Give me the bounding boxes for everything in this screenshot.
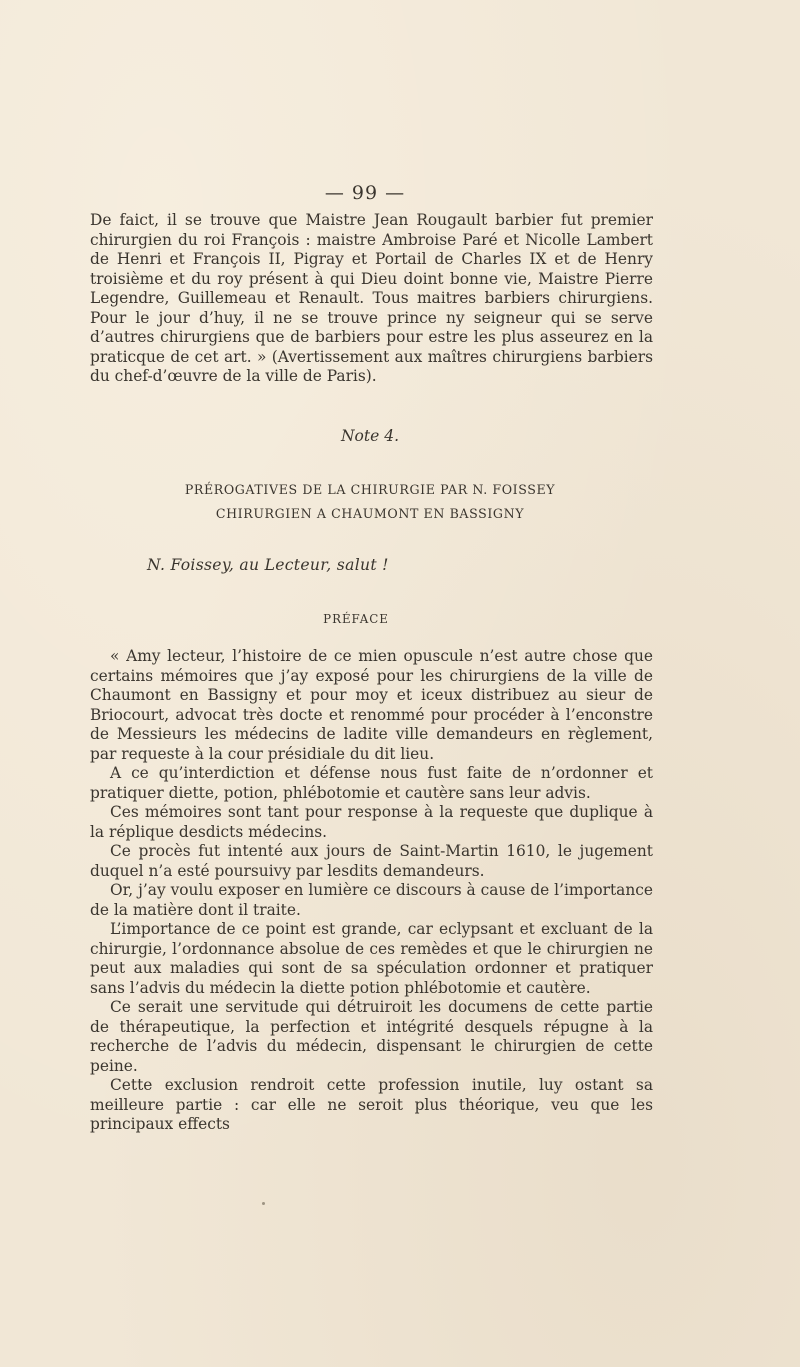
preface-paragraph: Or, j’ay voulu exposer en lumière ce discours à cause de l’importance de la matière dont il traite. — [90, 881, 653, 919]
section-heading-line-1: PRÉROGATIVES DE LA CHIRURGIE PAR N. FOISSEY — [184, 482, 556, 497]
preface-paragraph: Cette exclusion rendroit cette profession inutile, luy ostant sa meilleure partie : car elle ne seroit plus théorique, veu que les principaux effects — [90, 1076, 653, 1133]
preface-paragraph: « Amy lecteur, l’histoire de ce mien opuscule n’est autre chose que certains mémoires que j’ay exposé pour les chirurgiens de la ville de Chaumont en Bassigny et pour moy et iceux distribuez au sieur de Briocourt, advocat très docte et renommé pour procéder à l’enconstre de Messieurs les médecins de ladite ville demandeurs en règlement, par requeste à la cour présidiale du dit lieu. — [90, 647, 653, 763]
paper-speck — [262, 1202, 265, 1205]
note-label: Note 4. — [340, 427, 399, 445]
preface-title: PRÉFACE — [323, 612, 389, 626]
preface-text-block — [90, 647, 653, 1135]
preface-paragraph: Ces mémoires sont tant pour response à la requeste que duplique à la réplique desdicts médecins. — [90, 803, 653, 841]
preface-paragraph: Ce procès fut intenté aux jours de Saint-Martin 1610, le jugement duquel n’a esté poursuivy par lesdits demandeurs. — [90, 842, 653, 880]
preface-paragraph: Ce serait une servitude qui détruiroit les documens de cette partie de thérapeutique, la perfection et intégrité desquels répugne à la recherche de l’advis du médecin, dispensant le chirurgien de cette peine. — [90, 998, 653, 1075]
section-heading-line-2: CHIRURGIEN A CHAUMONT EN BASSIGNY — [215, 506, 525, 521]
opening-text-block — [90, 211, 653, 387]
page-number: — 99 — — [324, 182, 406, 204]
opening-paragraph: De faict, il se trouve que Maistre Jean Rougault barbier fut premier chirurgien du roi François : maistre Ambroise Paré et Nicolle Lambert de Henri et François II, Pigray et Portail de Charles IX et de Henry troisième et du roy présent à qui Dieu doint bonne vie, Maistre Pierre Legendre, Guillemeau et Renault. Tous maitres barbiers chirurgiens. Pour le jour d’huy, il ne se trouve prince ny seigneur qui se serve d’autres chirurgiens que de barbiers pour estre les plus asseurez en la praticque de cet art. » (Avertissement aux maîtres chirurgiens barbiers du chef-d’œuvre de la ville de Paris). — [90, 211, 653, 385]
preface-paragraph: L’importance de ce point est grande, car eclypsant et excluant de la chirurgie, l’ordonnance absolue de ces remèdes et que le chirurgien ne peut aux maladies qui sont de sa spéculation ordonner et pratiquer sans l’advis du médecin la diette potion phlébotomie et cautère. — [90, 920, 653, 997]
preface-paragraph: A ce qu’interdiction et défense nous fust faite de n’ordonner et pratiquer diette, potion, phlébotomie et cautère sans leur advis. — [90, 764, 653, 802]
salutation: N. Foissey, au Lecteur, salut ! — [147, 556, 389, 574]
